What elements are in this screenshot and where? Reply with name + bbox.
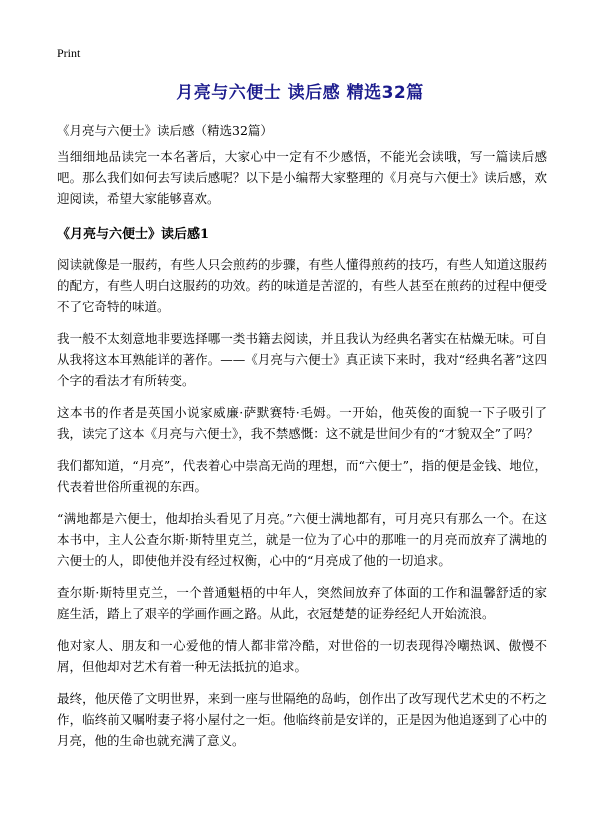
intro-paragraph: 当细细地品读完一本名著后，大家心中一定有不少感悟，不能光会读哦，写一篇读后感吧。那么我们如何去写读后感呢？以下是小编帮大家整理的《月亮与六便士》读后感，欢迎阅读，希望大家能够喜欢。: [57, 149, 547, 206]
body-paragraph: 查尔斯·斯特里克兰，一个普通魁梧的中年人，突然间放弃了体面的工作和温馨舒适的家庭生活，踏上了艰辛的学画作画之路。从此，衣冠楚楚的证券经纪人开始流浪。: [57, 585, 547, 621]
body-paragraph: 我一般不太刻意地非要选择哪一类书籍去阅读，并且我认为经典名著实在枯燥无味。可自从我将这本耳熟能详的著作。——《月亮与六便士》真正读下来时，我对“经典名著”这四个字的看法才有所转变。: [57, 331, 547, 388]
body-paragraph: 他对家人、朋友和一心爱他的情人都非常冷酷，对世俗的一切表现得冷嘲热讽、傲慢不屑，但他却对艺术有着一种无法抵抗的追求。: [57, 638, 547, 674]
body-paragraph: 最终，他厌倦了文明世界，来到一座与世隔绝的岛屿，创作出了改写现代艺术史的不朽之作，临终前又嘱咐妻子将小屋付之一炬。他临终前是安详的，正是因为他追逐到了心中的月亮，他的生命也就充满了意义。: [57, 691, 547, 748]
body-paragraph: 这本书的作者是英国小说家威廉·萨默赛特·毛姆。一开始，他英俊的面貌一下子吸引了我，读完了这本《月亮与六便士》，我不禁感慨：这不就是世间少有的“才貌双全”了吗？: [57, 405, 547, 441]
body-paragraph: “满地都是六便士，他却抬头看见了月亮。”六便士满地都有，可月亮只有那么一个。在这本书中，主人公查尔斯·斯特里克兰，就是一位为了心中的那唯一的月亮而放弃了满地的六便士的人，即使他并没有经过权衡，心中的“月亮成了他的一切追求。: [57, 511, 547, 568]
section-heading: 《月亮与六便士》读后感1: [57, 227, 210, 242]
body-paragraph: 阅读就像是一服药，有些人只会煎药的步骤，有些人懂得煎药的技巧，有些人知道这服药的配方，有些人明白这服药的功效。药的味道是苦涩的，有些人甚至在煎药的过程中便受不了它奇特的味道。: [57, 257, 547, 314]
body-paragraph: 我们都知道，“月亮”，代表着心中崇高无尚的理想，而“六便士”，指的便是金钱、地位，代表着世俗所重视的东西。: [57, 458, 547, 494]
print-label: Print: [57, 46, 81, 60]
document-body: [57, 146, 547, 762]
page-title: 月亮与六便士 读后感 精选32篇: [176, 83, 424, 103]
document-subtitle: 《月亮与六便士》读后感（精选32篇）: [57, 123, 273, 138]
